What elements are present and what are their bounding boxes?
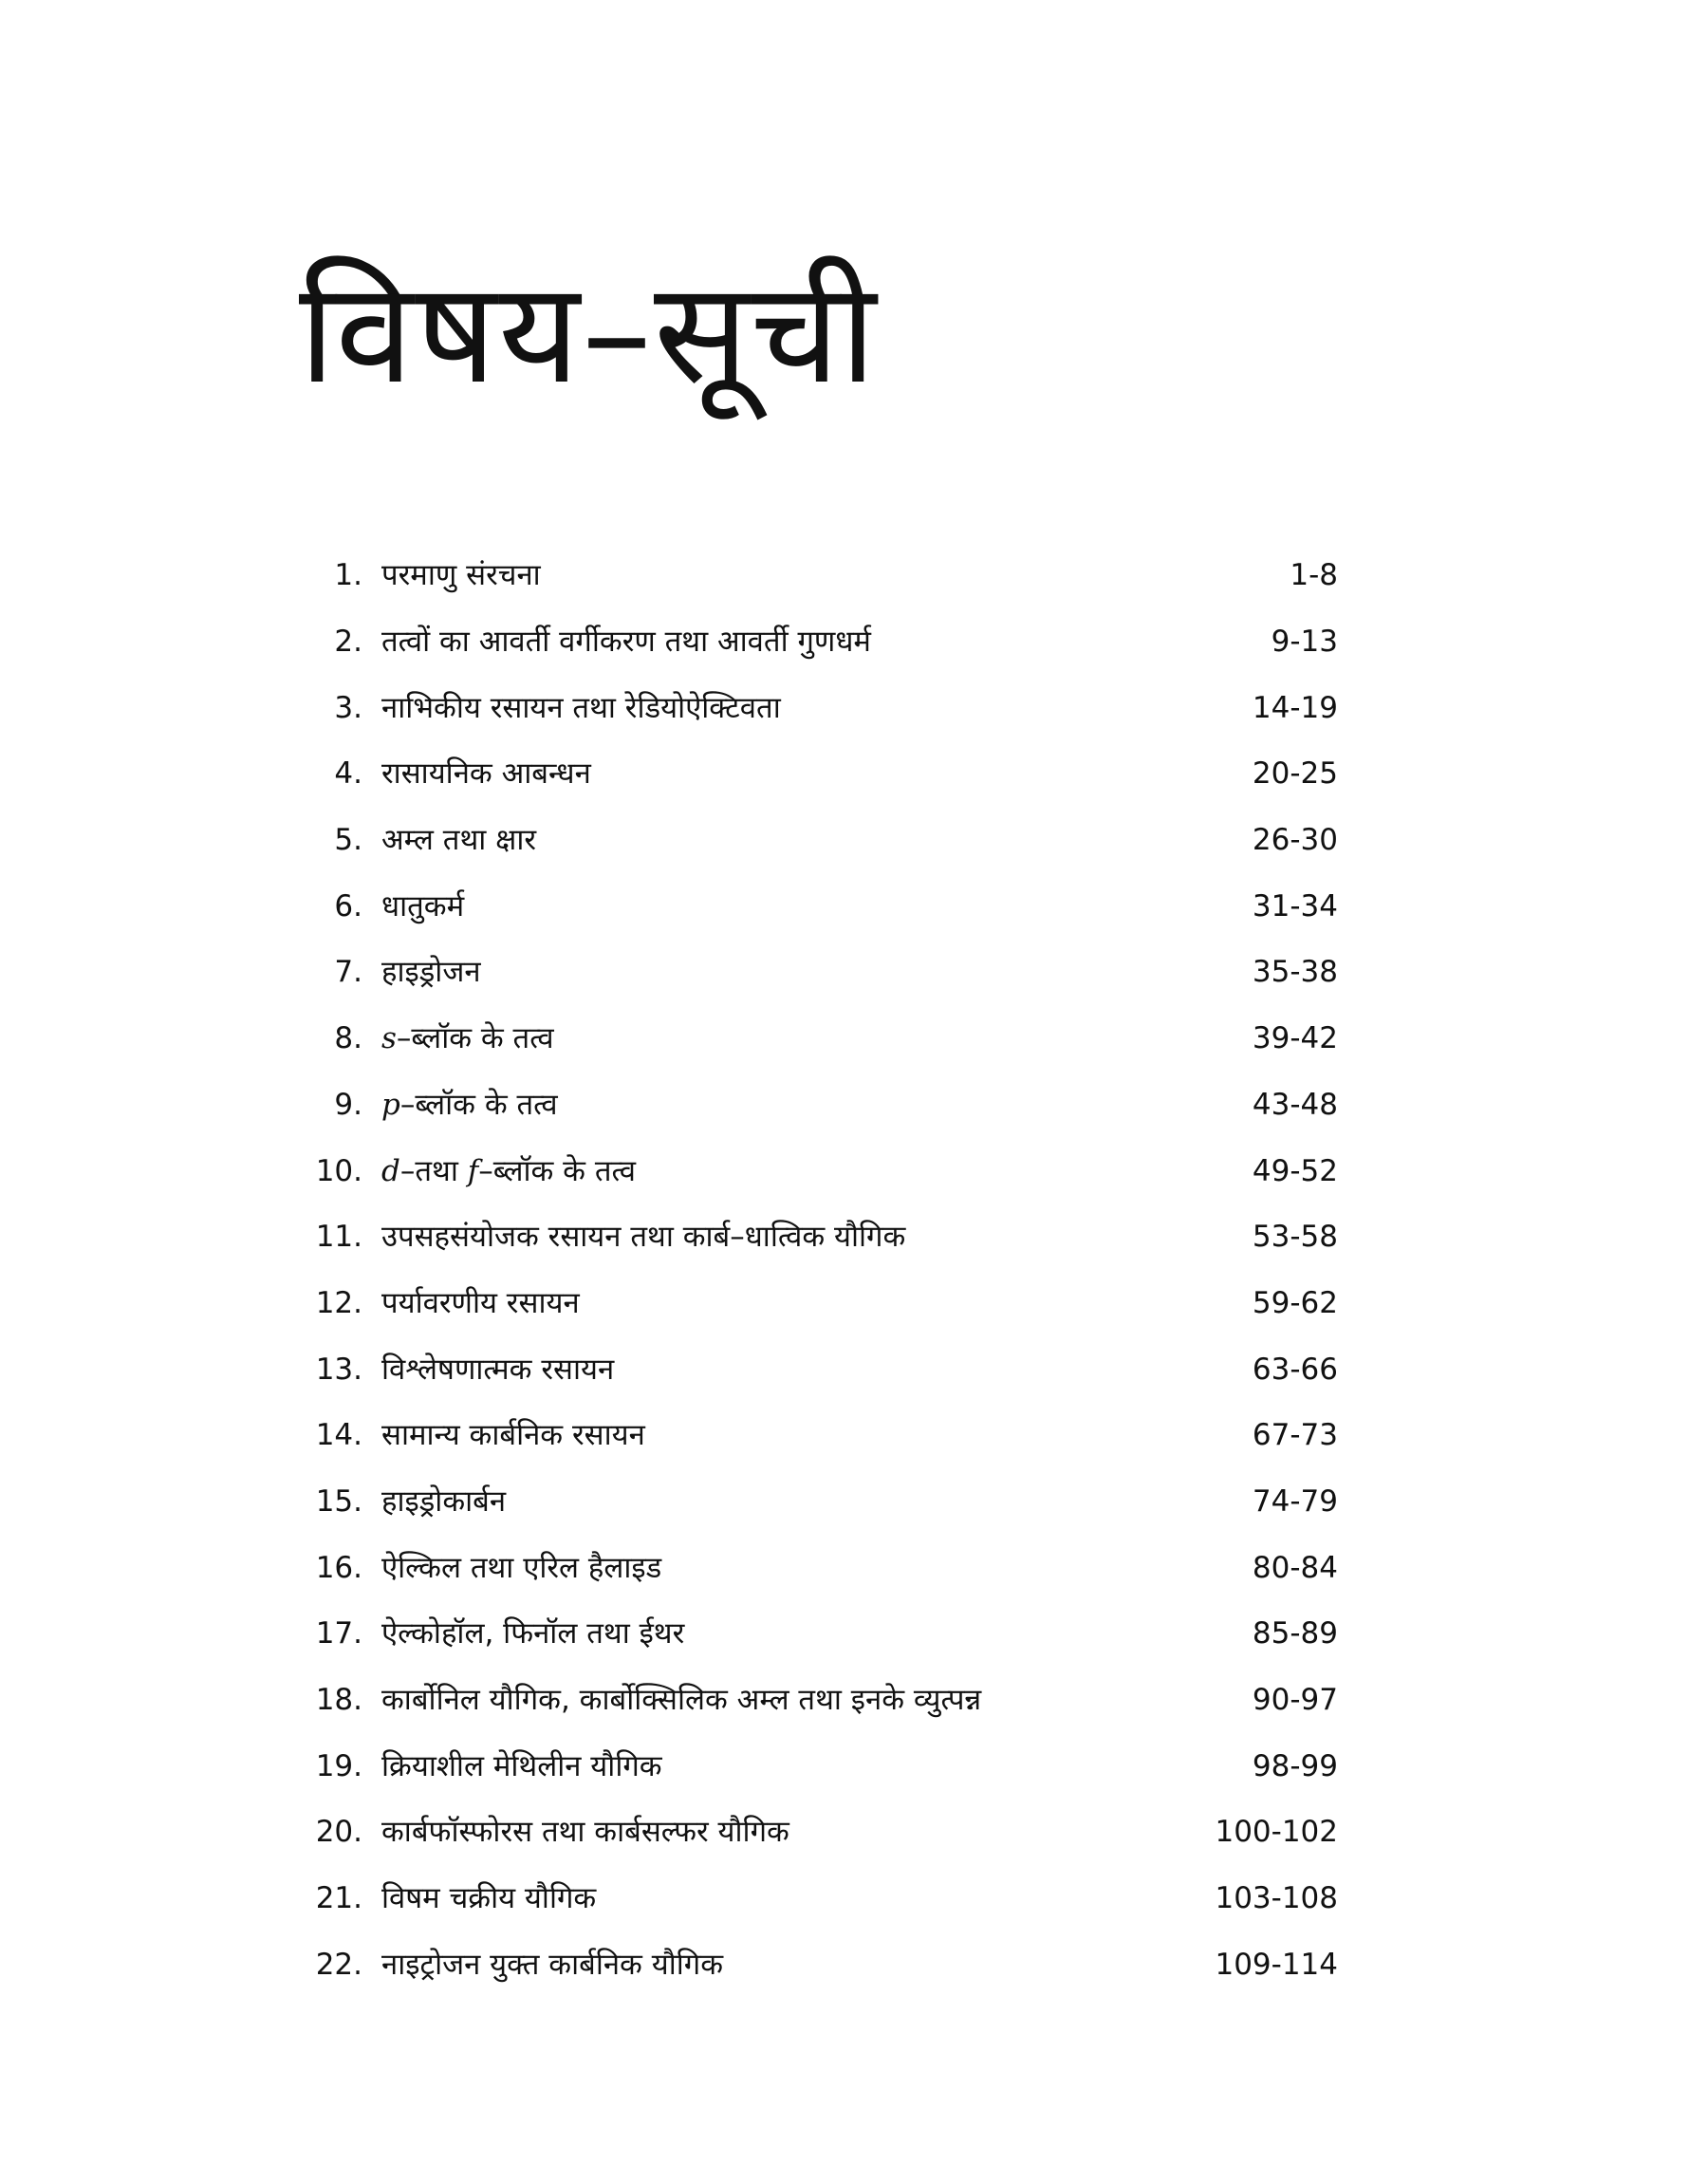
chapter-number: 20. xyxy=(315,1815,362,1850)
chapter-title-text: नाभिकीय रसायन तथा रेडियोऐक्टिवता xyxy=(381,690,781,725)
page-range: 53-58 xyxy=(1252,1220,1338,1255)
chapter-title xyxy=(381,625,1177,660)
chapter-number: 5. xyxy=(334,823,362,858)
toc-entry xyxy=(313,1336,1338,1403)
page-range: 90-97 xyxy=(1252,1683,1338,1718)
chapter-title-text: कार्बोनिल यौगिक, कार्बोक्सिलिक अम्ल तथा इनके व्युत्पन्न xyxy=(381,1683,982,1718)
chapter-title xyxy=(381,1418,1177,1453)
chapter-title-text: –ब्लॉक के तत्व xyxy=(396,1021,554,1056)
chapter-title-text: धातुकर्म xyxy=(381,888,465,924)
toc-entry xyxy=(313,1403,1338,1469)
chapter-number: 19. xyxy=(315,1748,362,1783)
toc-entry xyxy=(313,940,1338,1006)
chapter-title-mid: –तथा xyxy=(399,1153,468,1188)
chapter-number: 2. xyxy=(334,625,362,660)
page-range: 49-52 xyxy=(1252,1153,1338,1188)
page-range: 67-73 xyxy=(1252,1418,1338,1453)
chapter-title xyxy=(381,823,1177,858)
chapter-number: 10. xyxy=(315,1153,362,1188)
chapter-title-text: विषम चक्रीय यौगिक xyxy=(381,1881,597,1916)
chapter-title xyxy=(381,558,1177,593)
toc-entry xyxy=(313,609,1338,676)
chapter-variable: f xyxy=(467,1153,479,1188)
table-of-contents xyxy=(313,543,1338,1998)
chapter-title xyxy=(381,1220,1177,1255)
chapter-number: 6. xyxy=(334,888,362,924)
page-range: 43-48 xyxy=(1252,1087,1338,1122)
chapter-title-text: विश्लेषणात्मक रसायन xyxy=(381,1352,615,1387)
page-range: 80-84 xyxy=(1252,1550,1338,1585)
toc-entry xyxy=(313,1866,1338,1932)
chapter-number: 17. xyxy=(315,1616,362,1651)
chapter-title xyxy=(381,888,1177,924)
chapter-title-text: कार्बफॉस्फोरस तथा कार्बसल्फर यौगिक xyxy=(381,1815,789,1850)
chapter-number: 16. xyxy=(315,1550,362,1585)
chapter-title-text: पर्यावरणीय रसायन xyxy=(381,1285,580,1320)
page-range: 20-25 xyxy=(1252,756,1338,792)
chapter-title-text: परमाणु संरचना xyxy=(381,558,541,593)
chapter-number: 18. xyxy=(315,1683,362,1718)
chapter-title-text: क्रियाशील मेथिलीन यौगिक xyxy=(381,1748,662,1783)
chapter-title xyxy=(381,1483,1177,1519)
toc-entry xyxy=(313,1469,1338,1536)
toc-entry xyxy=(313,1800,1338,1866)
page-range: 39-42 xyxy=(1252,1021,1338,1056)
chapter-number: 15. xyxy=(315,1483,362,1519)
chapter-title-text: सामान्य कार्बनिक रसायन xyxy=(381,1418,645,1453)
chapter-title xyxy=(381,1616,1177,1651)
chapter-number: 3. xyxy=(334,690,362,725)
chapter-title-text: अम्ल तथा क्षार xyxy=(381,823,537,858)
page-range: 98-99 xyxy=(1252,1748,1338,1783)
chapter-number: 13. xyxy=(315,1352,362,1387)
chapter-title xyxy=(381,1087,1177,1122)
toc-entry xyxy=(313,1733,1338,1800)
chapter-number: 4. xyxy=(334,756,362,792)
page-range: 103-108 xyxy=(1215,1881,1338,1916)
chapter-title-text: रासायनिक आबन्धन xyxy=(381,756,591,792)
chapter-number: 14. xyxy=(315,1418,362,1453)
toc-entry xyxy=(313,873,1338,940)
chapter-title xyxy=(381,756,1177,792)
toc-entry xyxy=(313,1931,1338,1998)
chapter-title-text: –ब्लॉक के तत्व xyxy=(399,1087,558,1122)
toc-entry xyxy=(313,1601,1338,1668)
toc-entry xyxy=(313,1535,1338,1601)
chapter-title-text: उपसहसंयोजक रसायन तथा कार्ब–धात्विक यौगिक xyxy=(381,1220,906,1255)
page-range: 35-38 xyxy=(1252,955,1338,990)
chapter-number: 1. xyxy=(334,558,362,593)
toc-entry xyxy=(313,1138,1338,1204)
chapter-title-text: ऐल्किल तथा एरिल हैलाइड xyxy=(381,1550,662,1585)
toc-entry xyxy=(313,675,1338,741)
chapter-title-text: हाइड्रोजन xyxy=(381,955,481,990)
chapter-variable: s xyxy=(381,1021,397,1056)
toc-entry xyxy=(313,1006,1338,1073)
chapter-title xyxy=(381,1352,1177,1387)
chapter-number: 12. xyxy=(315,1285,362,1320)
chapter-title xyxy=(381,1815,1177,1850)
page-range: 1-8 xyxy=(1290,558,1338,593)
chapter-number: 11. xyxy=(315,1220,362,1255)
toc-entry xyxy=(313,1204,1338,1271)
toc-entry xyxy=(313,543,1338,609)
chapter-title xyxy=(381,1285,1177,1320)
chapter-number: 21. xyxy=(315,1881,362,1916)
page-range: 59-62 xyxy=(1252,1285,1338,1320)
page-range: 14-19 xyxy=(1252,690,1338,725)
chapter-title xyxy=(381,1550,1177,1585)
toc-entry xyxy=(313,741,1338,808)
page-range: 109-114 xyxy=(1215,1947,1338,1982)
page-range: 31-34 xyxy=(1252,888,1338,924)
chapter-title xyxy=(381,690,1177,725)
chapter-number: 8. xyxy=(334,1021,362,1056)
page-range: 9-13 xyxy=(1271,625,1338,660)
chapter-title xyxy=(381,1947,1177,1982)
chapter-title-text: तत्वों का आवर्ती वर्गीकरण तथा आवर्ती गुणधर्म xyxy=(381,625,871,660)
chapter-title xyxy=(381,1021,1177,1056)
page-range: 100-102 xyxy=(1215,1815,1338,1850)
chapter-variable: p xyxy=(381,1087,400,1122)
chapter-title xyxy=(381,955,1177,990)
chapter-title-text: ऐल्कोहॉल, फिनॉल तथा ईथर xyxy=(381,1616,685,1651)
page-range: 74-79 xyxy=(1252,1483,1338,1519)
toc-entry xyxy=(313,1073,1338,1139)
chapter-title-text: –ब्लॉक के तत्व xyxy=(478,1153,636,1188)
chapter-number: 22. xyxy=(315,1947,362,1982)
chapter-title xyxy=(381,1683,1177,1718)
chapter-number: 9. xyxy=(334,1087,362,1122)
toc-entry xyxy=(313,1668,1338,1734)
page-range: 26-30 xyxy=(1252,823,1338,858)
chapter-number: 7. xyxy=(334,955,362,990)
page-range: 85-89 xyxy=(1252,1616,1338,1651)
page-title: विषय–सूची xyxy=(299,252,879,415)
toc-entry xyxy=(313,808,1338,874)
chapter-title xyxy=(381,1881,1177,1916)
chapter-title-text: हाइड्रोकार्बन xyxy=(381,1483,507,1519)
chapter-variable: d xyxy=(381,1153,400,1188)
chapter-title-text: नाइट्रोजन युक्त कार्बनिक यौगिक xyxy=(381,1947,724,1982)
page-range: 63-66 xyxy=(1252,1352,1338,1387)
toc-entry xyxy=(313,1271,1338,1337)
chapter-title xyxy=(381,1748,1177,1783)
chapter-title xyxy=(381,1153,1177,1188)
